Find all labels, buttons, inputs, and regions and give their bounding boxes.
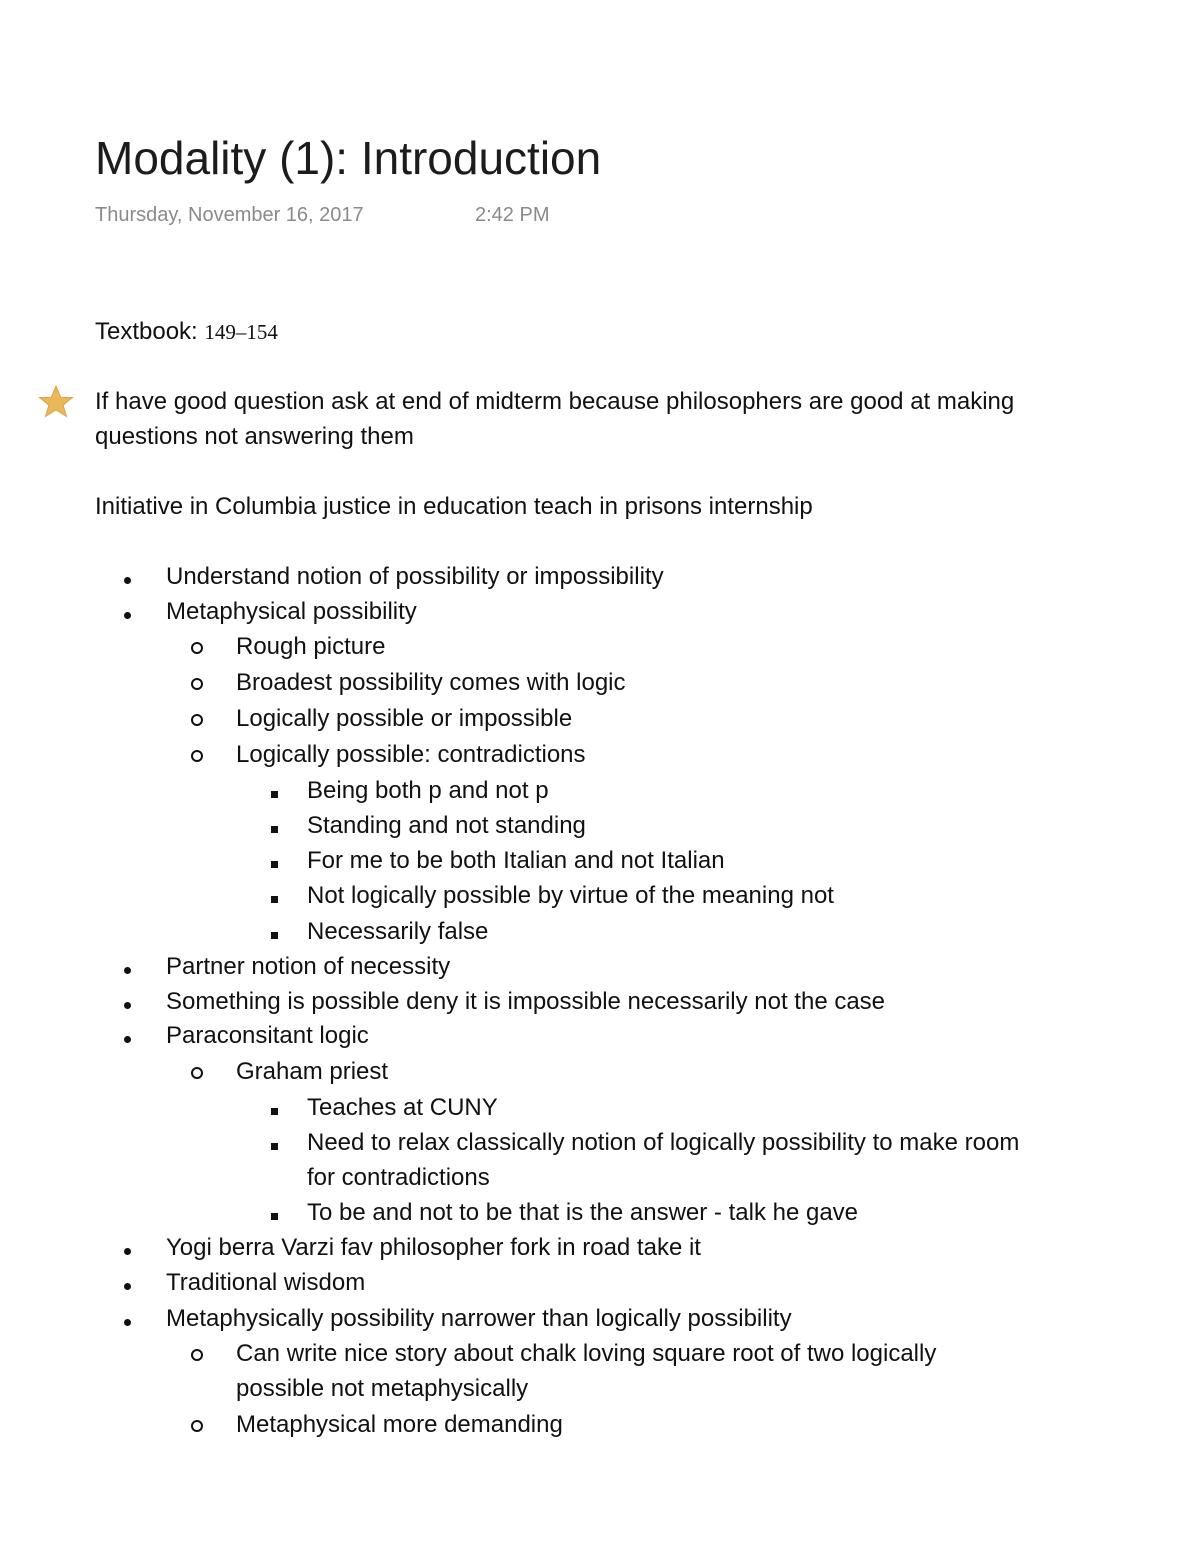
bullet-circle-icon bbox=[192, 701, 202, 736]
list-item: Need to relax classically notion of logically possibility to make room bbox=[307, 1125, 1019, 1160]
list-item-continuation: possible not metaphysically bbox=[236, 1375, 529, 1402]
list-item: Teaches at CUNY bbox=[307, 1090, 498, 1125]
list-item: Necessarily false bbox=[307, 914, 488, 949]
paragraph-line: Initiative in Columbia justice in education teach in prisons internship bbox=[95, 493, 813, 520]
bullet-square-icon bbox=[269, 878, 279, 913]
textbook-line bbox=[95, 314, 278, 350]
bullet-square-icon bbox=[269, 843, 279, 878]
bullet-square-icon bbox=[269, 773, 279, 808]
bullet-dot-icon bbox=[122, 1230, 132, 1265]
bullet-dot-icon bbox=[122, 1265, 132, 1300]
list-item: Rough picture bbox=[236, 629, 385, 664]
bullet-dot-icon bbox=[122, 984, 132, 1019]
textbook-label: Textbook: bbox=[95, 318, 198, 345]
list-item: Standing and not standing bbox=[307, 808, 586, 843]
list-item: Traditional wisdom bbox=[166, 1265, 365, 1300]
list-item: To be and not to be that is the answer - talk he gave bbox=[307, 1195, 858, 1230]
list-item: Not logically possible by virtue of the meaning not bbox=[307, 878, 834, 913]
bullet-dot-icon bbox=[122, 1301, 132, 1336]
bullet-square-icon bbox=[269, 914, 279, 949]
bullet-dot-icon bbox=[122, 559, 132, 594]
bullet-dot-icon bbox=[122, 594, 132, 629]
list-item: Being both p and not p bbox=[307, 773, 549, 808]
list-item: Can write nice story about chalk loving square root of two logically bbox=[236, 1336, 936, 1371]
bullet-circle-icon bbox=[192, 1054, 202, 1089]
bullet-dot-icon bbox=[122, 1018, 132, 1053]
star-icon[interactable] bbox=[38, 384, 74, 420]
list-item: Understand notion of possibility or impossibility bbox=[166, 559, 664, 594]
page-time: 2:42 PM bbox=[475, 204, 550, 226]
bullet-circle-icon bbox=[192, 737, 202, 772]
list-item: For me to be both Italian and not Italian bbox=[307, 843, 725, 878]
bullet-circle-icon bbox=[192, 665, 202, 700]
list-item: Metaphysical possibility bbox=[166, 594, 417, 629]
page-date: Thursday, November 16, 2017 bbox=[95, 204, 364, 226]
list-item: Logically possible: contradictions bbox=[236, 737, 586, 772]
bullet-circle-icon bbox=[192, 1336, 202, 1371]
list-item: Yogi berra Varzi fav philosopher fork in road take it bbox=[166, 1230, 701, 1265]
bullet-square-icon bbox=[269, 1125, 279, 1160]
list-item: Metaphysical more demanding bbox=[236, 1407, 563, 1442]
bullet-dot-icon bbox=[122, 949, 132, 984]
page-title: Modality (1): Introduction bbox=[95, 132, 602, 184]
list-item: Partner notion of necessity bbox=[166, 949, 450, 984]
list-item-continuation: for contradictions bbox=[307, 1164, 490, 1191]
bullet-square-icon bbox=[269, 808, 279, 843]
list-item: Logically possible or impossible bbox=[236, 701, 572, 736]
bullet-circle-icon bbox=[192, 1407, 202, 1442]
list-item: Paraconsitant logic bbox=[166, 1018, 369, 1053]
paragraph-line: If have good question ask at end of midterm because philosophers are good at making bbox=[95, 388, 1015, 415]
list-item: Graham priest bbox=[236, 1054, 388, 1089]
paragraph-line: questions not answering them bbox=[95, 423, 414, 450]
bullet-circle-icon bbox=[192, 629, 202, 664]
list-item: Metaphysically possibility narrower than logically possibility bbox=[166, 1301, 792, 1336]
textbook-pages: 149–154 bbox=[204, 320, 278, 344]
list-item: Broadest possibility comes with logic bbox=[236, 665, 626, 700]
bullet-square-icon bbox=[269, 1090, 279, 1125]
bullet-square-icon bbox=[269, 1195, 279, 1230]
list-item: Something is possible deny it is impossible necessarily not the case bbox=[166, 984, 885, 1019]
